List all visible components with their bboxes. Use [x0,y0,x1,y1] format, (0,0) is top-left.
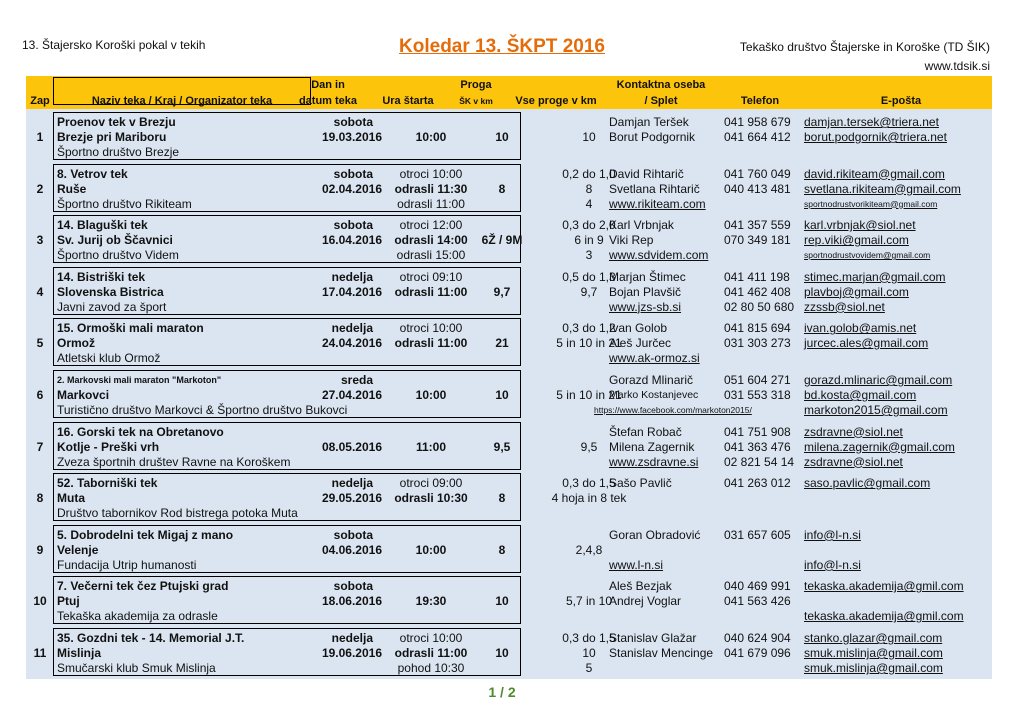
phone-number: 041 679 096 [724,646,791,660]
contact-website-link[interactable]: www.l-n.si [609,557,664,572]
col-vse: Vse proge v km [515,95,597,107]
phone-number: 041 563 426 [724,594,791,609]
header-left-text: 13. Štajersko Koroški pokal v tekih [22,38,206,52]
contact-person: Stanislav Glažar [609,631,697,645]
race-location: Ruše [57,181,87,196]
start-time: 10:00 [415,388,447,402]
all-tracks: 5,7 in 10 [565,594,613,609]
race-number: 8 [36,491,44,506]
table-row [26,627,992,677]
race-date: 04.06.2016 [321,542,382,557]
start-time: otroci 10:00 [399,166,463,181]
race-location: Muta [57,491,85,506]
race-location: Ormož [57,336,96,351]
race-location: Velenje [57,542,99,557]
email-link[interactable]: info@l-n.si [804,527,861,542]
race-day: sobota [333,579,373,594]
start-time: odrasli 11:00 [394,284,468,299]
race-day: sobota [333,218,373,233]
race-location: Markovci [57,388,110,402]
race-name: 2. Markovski mali maraton "Markoton" [57,375,222,385]
phone-number: 041 357 559 [724,218,791,233]
phone-number: 041 815 694 [724,321,791,336]
email-link[interactable]: rep.viki@gmail.com [804,233,909,248]
race-date: 16.04.2016 [321,233,382,248]
email-link[interactable]: tekaska.akademija@gmil.com [804,609,964,624]
contact-person: Viki Rep [609,233,654,248]
all-tracks: 5 in 10 in 21 [556,388,622,402]
table-row [26,214,992,264]
contact-person: Marjan Štimec [609,269,686,284]
phone-number: 041 664 412 [724,130,791,144]
race-organizer: Smučarski klub Smuk Mislinja [57,661,216,675]
all-tracks: 10 [582,646,596,660]
start-time: otroci 12:00 [399,218,463,233]
all-tracks: 0,5 do 1,3 [562,269,616,284]
phone-number: 051 604 271 [724,373,791,387]
phone-number: 041 411 198 [724,269,790,284]
race-date: 27.04.2016 [321,388,382,402]
all-tracks: 6 in 9 [574,233,604,248]
col-proga-line2: ŠK v km [459,96,493,106]
contact-person: Štefan Robač [609,424,682,439]
phone-number: 040 413 481 [724,181,791,196]
race-date: 18.06.2016 [321,594,382,609]
race-number: 5 [36,336,44,351]
phone-number: 041 760 049 [724,166,791,181]
contact-person: Ivan Golob [609,321,668,336]
race-organizer: Športno društvo Brezje [57,145,180,159]
start-time: 10:00 [415,130,447,144]
contact-person: Aleš Jurčec [609,336,672,351]
race-organizer: Javni zavod za šport [57,299,167,314]
race-organizer: Atletski klub Ormož [57,351,161,366]
race-number: 1 [36,130,44,144]
race-number: 6 [36,388,44,402]
all-tracks: 9,5 [580,439,598,454]
race-date: 29.05.2016 [321,491,382,506]
all-tracks: 5 in 10 in 21 [556,336,622,351]
email-link[interactable]: stanko.glazar@gmail.com [804,631,943,645]
race-name: 7. Večerni tek čez Ptujski grad [57,579,229,594]
start-time: odrasli 11:00 [394,646,468,660]
all-tracks: 0,3 do 2,0 [562,218,616,233]
phone-number: 041 958 679 [724,115,791,129]
track-length: 9,5 [493,439,511,454]
race-name: 5. Dobrodelni tek Migaj z mano [57,527,234,542]
race-location: Ptuj [57,594,80,609]
contact-person: Gorazd Mlinarič [609,373,694,387]
contact-person: Bojan Plavšič [609,284,682,299]
phone-number: 02 80 50 680 [724,299,795,314]
all-tracks: 0,3 do 1,5 [562,476,616,491]
start-time: 19:30 [415,594,447,609]
all-tracks: 10 [582,130,596,144]
contact-person: Borut Podgornik [609,130,696,144]
contact-person: Milena Zagernik [609,439,695,454]
race-name: 15. Ormoški mali maraton [57,321,204,336]
contact-website-link[interactable]: www.rikiteam.com [609,196,706,211]
col-proga-line1: Proga [460,79,492,91]
start-time: otroci 10:00 [399,321,463,336]
race-location: Brezje pri Mariboru [57,130,167,144]
track-length: 10 [495,130,509,144]
contact-website-link[interactable]: www.sdvidem.com [609,248,709,263]
phone-number: 041 462 408 [724,284,791,299]
race-name: 52. Taborniški tek [57,476,158,491]
col-naziv: Naziv teka / Kraj / Organizator teka [91,95,273,107]
phone-number: 070 349 181 [724,233,791,248]
all-tracks: 0,3 do 1,2 [562,321,616,336]
organizer-website[interactable]: www.tdsik.si [924,59,990,73]
race-name: 14. Blaguški tek [57,218,148,233]
email-link[interactable]: borut.podgornik@triera.net [804,130,947,144]
email-link[interactable]: sportnodrustvovidem@gmail.com [804,250,931,261]
all-tracks: 3 [585,248,593,263]
track-length: 10 [495,646,509,660]
start-time: odrasli 10:30 [394,491,468,506]
track-length: 10 [495,388,509,402]
page-number: 1 / 2 [488,684,516,700]
phone-number: 031 553 318 [724,388,791,402]
contact-person: David Rihtarič [609,166,684,181]
table-row [26,472,992,522]
email-link[interactable]: damjan.tersek@triera.net [804,115,939,129]
track-length: 8 [498,542,506,557]
start-time: odrasli 11:00 [397,196,465,211]
col-zap: Zap [30,95,50,107]
race-number: 11 [33,646,47,660]
race-name: 35. Gozdni tek - 14. Memorial J.T. [57,631,245,645]
start-time: otroci 09:10 [399,269,463,284]
race-organizer: Turistično društvo Markovci & Športno društvo Bukovci [57,403,348,417]
email-link[interactable]: jurcec.ales@gmail.com [804,336,929,351]
table-row [26,575,992,625]
contact-person: Sašo Pavlič [609,476,672,491]
table-row [26,524,992,574]
contact-person: Aleš Bezjak [609,579,672,594]
race-name: Proenov tek v Brezju [57,115,176,129]
col-dan-line2: datum teka [298,95,358,107]
email-link[interactable]: smuk.mislinja@gmail.com [804,661,943,675]
start-time: odrasli 14:00 [394,233,468,248]
table-row [26,421,992,471]
header-right [740,38,990,76]
contact-person: Goran Obradović [609,527,701,542]
race-date: 19.06.2016 [321,646,382,660]
race-name: 16. Gorski tek na Obretanovo [57,424,224,439]
email-link[interactable]: stimec.marjan@gmail.com [804,269,946,284]
phone-number: 041 263 012 [724,476,791,491]
race-organizer: Fundacija Utrip humanosti [57,557,197,572]
email-link[interactable]: gorazd.mlinaric@gmail.com [804,373,953,387]
email-link[interactable]: milena.zagernik@gmail.com [804,439,955,454]
col-eposta: E-pošta [880,95,922,107]
start-time: pohod 10:30 [397,661,465,675]
race-location: Sv. Jurij ob Ščavnici [57,233,173,248]
contact-website-link[interactable]: www.jzs-sb.si [609,299,682,314]
race-name: 14. Bistriški tek [57,269,146,284]
race-number: 10 [33,594,47,609]
start-time: odrasli 11:00 [394,336,468,351]
contact-person: Svetlana Rihtarič [609,181,700,196]
email-link[interactable]: david.rikiteam@gmail.com [804,166,945,181]
start-time: otroci 10:00 [399,631,463,645]
all-tracks: 0,3 do 1,5 [562,631,616,645]
phone-number: 041 363 476 [724,439,791,454]
race-number: 2 [36,181,44,196]
email-link[interactable]: plavboj@gmail.com [804,284,909,299]
race-day: nedelja [331,631,373,645]
race-number: 3 [36,233,44,248]
email-link[interactable]: info@l-n.si [804,557,861,572]
all-tracks: 8 [585,181,593,196]
col-kontakt-line1: Kontaktna oseba [616,79,706,91]
table-row [26,369,992,419]
race-date: 24.04.2016 [321,336,382,351]
page-title: Koledar 13. ŠKPT 2016 [399,36,605,57]
race-organizer: Športno društvo Rikiteam [57,196,192,211]
race-location: Slovenska Bistrica [57,284,164,299]
track-length: 6Ž / 9M [481,233,523,248]
email-link[interactable]: markoton2015@gmail.com [804,403,948,417]
email-link[interactable]: sportnodrustvorikiteam@gmail.com [804,198,938,209]
all-tracks: 9,7 [580,284,598,299]
race-day: sreda [340,373,373,387]
contact-person: Karl Vrbnjak [609,218,674,233]
email-link[interactable]: ivan.golob@amis.net [804,321,917,336]
race-organizer: Športno društvo Videm [57,248,179,263]
race-date: 17.04.2016 [321,284,382,299]
col-kontakt-line2: / Splet [644,95,678,107]
contact-person: Marko Kostanjevec [609,389,699,401]
email-link[interactable]: svetlana.rikiteam@gmail.com [804,181,961,196]
phone-number: 031 303 273 [724,336,791,351]
organizer-name: Tekaško društvo Štajerske in Koroške (TD ŠIK) [739,40,990,54]
race-day: sobota [333,166,373,181]
race-organizer: Društvo tabornikov Rod bistrega potoka Muta [57,506,298,521]
race-calendar-table [26,76,992,679]
email-link[interactable]: zsdravne@siol.net [804,424,903,439]
table-row [26,163,992,213]
col-telefon: Telefon [740,95,780,107]
email-link[interactable]: zzssb@siol.net [804,299,885,314]
col-ura: Ura štarta [382,95,434,107]
start-time: 11:00 [415,439,447,454]
start-time: 10:00 [415,542,447,557]
race-day: nedelja [331,321,373,336]
contact-person: Andrej Voglar [609,594,682,609]
race-day: sobota [333,527,373,542]
contact-website-link[interactable]: www.zsdravne.si [609,454,699,469]
table-row [26,111,992,161]
all-tracks: 0,2 do 1,0 [562,166,616,181]
phone-number: 02 821 54 14 [724,454,795,469]
email-link[interactable]: zsdravne@siol.net [804,454,903,469]
email-link[interactable]: tekaska.akademija@gmil.com [804,579,964,594]
race-day: nedelja [331,476,373,491]
table-row [26,317,992,367]
col-dan-line1: Dan in [311,79,345,91]
track-length: 8 [498,491,506,506]
track-length: 21 [495,336,509,351]
all-tracks: 4 [585,196,593,211]
contact-website-link[interactable]: www.ak-ormoz.si [609,351,700,366]
race-number: 9 [36,542,44,557]
table-header [26,76,992,109]
table-row [26,266,992,316]
contact-website-link[interactable]: https://www.facebook.com/markoton2015/ [594,405,752,415]
phone-number: 031 657 605 [724,527,791,542]
race-location: Kotlje - Preški vrh [57,439,160,454]
race-organizer: Tekaška akademija za odrasle [57,609,218,624]
race-day: sobota [333,115,373,129]
email-link[interactable]: smuk.mislinja@gmail.com [804,646,943,660]
track-length: 8 [498,181,506,196]
race-name: 8. Vetrov tek [57,166,128,181]
start-time: odrasli 11:30 [394,181,468,196]
race-date: 19.03.2016 [321,130,382,144]
phone-number: 040 624 904 [724,631,791,645]
all-tracks: 5 [585,661,593,675]
all-tracks: 2,4,8 [575,542,603,557]
phone-number: 040 469 991 [724,579,791,594]
race-location: Mislinja [57,646,102,660]
contact-person: Stanislav Mencinge [609,646,714,660]
start-time: odrasli 15:00 [396,248,466,263]
race-organizer: Zveza športnih društev Ravne na Koroškem [57,454,291,469]
track-length: 10 [495,594,509,609]
race-number: 4 [36,284,44,299]
race-number: 7 [36,439,44,454]
email-link[interactable]: bd.kosta@gmail.com [804,388,917,402]
race-date: 08.05.2016 [321,439,382,454]
email-link[interactable]: karl.vrbnjak@siol.net [804,218,916,233]
email-link[interactable]: saso.pavlic@gmail.com [804,476,931,491]
start-time: otroci 09:00 [399,476,463,491]
race-date: 02.04.2016 [321,181,382,196]
contact-person: Damjan Teršek [609,115,689,129]
phone-number: 041 751 908 [724,424,791,439]
track-length: 9,7 [493,284,511,299]
all-tracks: 4 hoja in 8 tek [551,491,627,506]
race-day: nedelja [331,269,373,284]
